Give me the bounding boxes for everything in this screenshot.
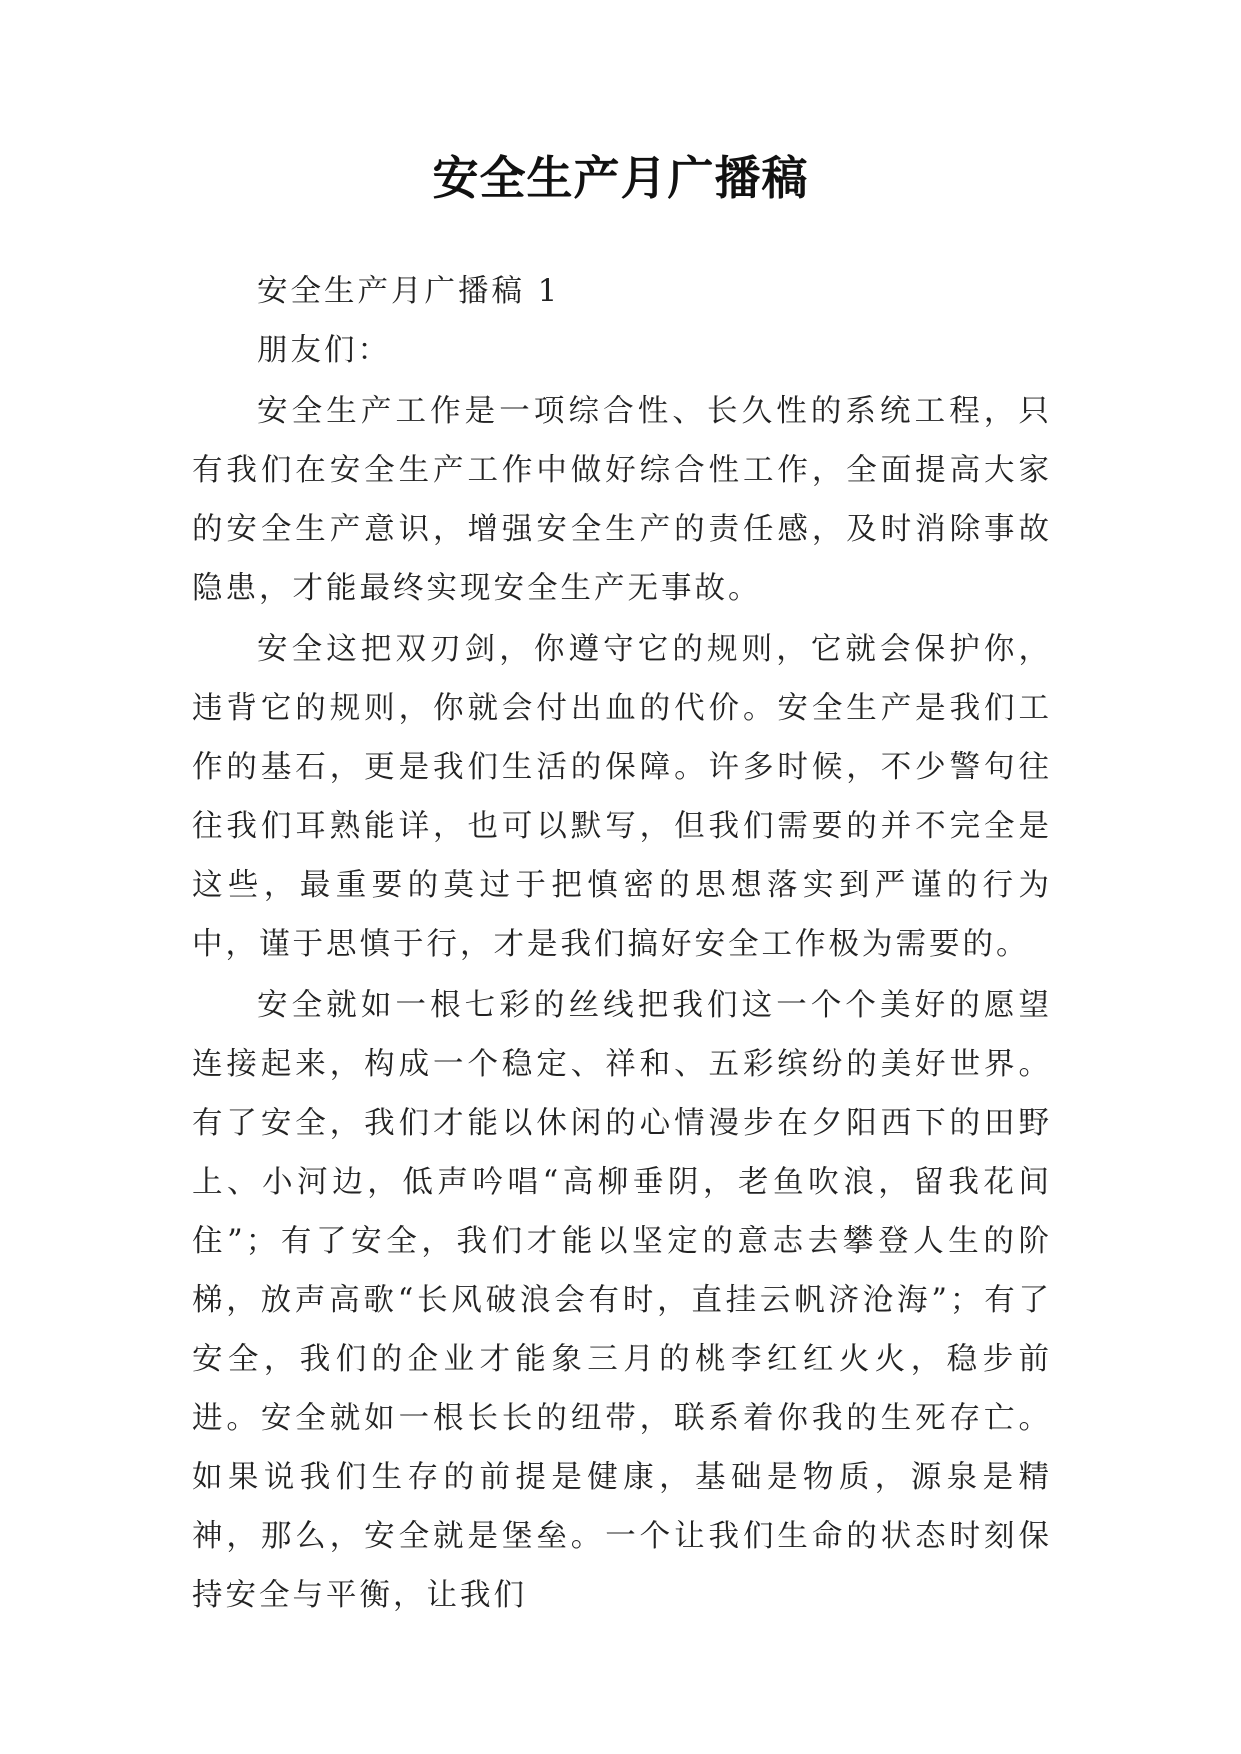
section-heading: 安全生产月广播稿 1 xyxy=(257,274,561,309)
paragraph-2: 安全这把双刃剑，你遵守它的规则，它就会保护你，违背它的规则，你就会付出血的代价。安全生产是我们工作的基石，更是我们生活的保障。许多时候，不少警句往往我们耳熟能详，也可以默写，但我们需要的并不完全是这些，最重要的莫过于把慎密的思想落实到严谨的行为中，谨于思慎于行，才是我们搞好安全工作极为需要的。 xyxy=(192,632,1052,962)
document-title: 安全生产月广播稿 xyxy=(432,151,809,205)
paragraph-3: 安全就如一根七彩的丝线把我们这一个个美好的愿望连接起来，构成一个稳定、祥和、五彩缤纷的美好世界。有了安全，我们才能以休闲的心情漫步在夕阳西下的田野上、小河边，低声吟唱“高柳垂阴，老鱼吹浪，留我花间住”；有了安全，我们才能以坚定的意志去攀登人生的阶梯，放声高歌“长风破浪会有时，直挂云帆济沧海”；有了安全，我们的企业才能象三月的桃李红红火火，稳步前进。安全就如一根长长的纽带，联系着你我的生死存亡。如果说我们生存的前提是健康，基础是物质，源泉是精神，那么，安全就是堡垒。一个让我们生命的状态时刻保持安全与平衡，让我们 xyxy=(192,988,1052,1613)
paragraph-1: 安全生产工作是一项综合性、长久性的系统工程，只有我们在安全生产工作中做好综合性工作，全面提高大家的安全生产意识，增强安全生产的责任感，及时消除事故隐患，才能最终实现安全生产无事故。 xyxy=(192,394,1052,606)
document-body xyxy=(192,262,1052,1625)
salutation: 朋友们： xyxy=(257,333,391,368)
